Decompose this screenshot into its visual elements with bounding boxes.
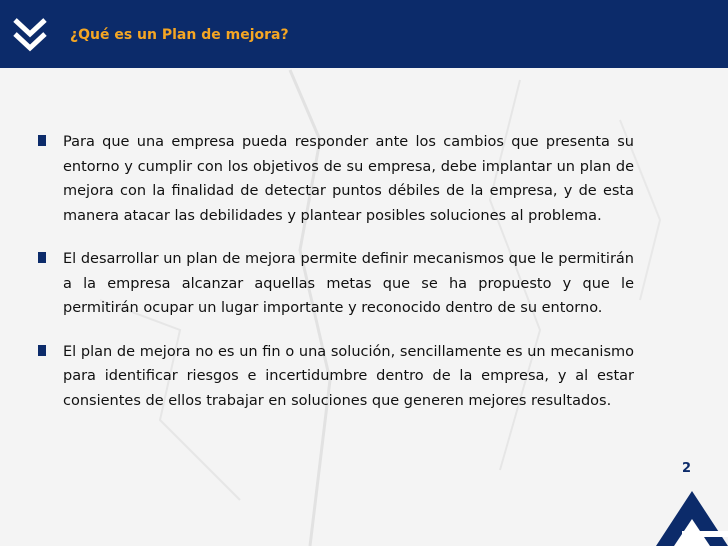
page-number: 2: [682, 461, 692, 476]
header-bar: [0, 0, 728, 68]
page-title: ¿Qué es un Plan de mejora?: [70, 27, 289, 43]
bullet-text: Para que una empresa pueda responder ante los cambios que presenta su entorno y cumplir con los objetivos de su empresa, debe implantar un plan de mejora con la finalidad de detectar puntos débiles de la empresa, y de esta manera atacar las debilidades y plantear posibles soluciones al problema.: [63, 134, 634, 224]
list-item: [38, 247, 634, 321]
bullet-text: El desarrollar un plan de mejora permite definir mecanismos que le permitirán a la empresa alcanzar aquellas metas que se ha propuesto y que le permitirán ocupar un lugar importante y reconocido dentro de su entorno.: [63, 251, 634, 316]
bullet-text: El plan de mejora no es un fin o una solución, sencillamente es un mecanismo para identificar riesgos e incertidumbre dentro de la empresa, y al estar consientes de ellos trabajar en soluciones que generen mejores resultados.: [63, 343, 634, 409]
double-chevron-down-icon: [12, 14, 48, 54]
bullet-square-icon: [38, 135, 46, 146]
list-item: [38, 130, 634, 228]
bullet-list: [38, 130, 634, 432]
bullet-square-icon: [38, 345, 46, 356]
triangle-logo-icon: [652, 489, 728, 546]
bullet-square-icon: [38, 252, 46, 263]
list-item: [38, 340, 634, 414]
